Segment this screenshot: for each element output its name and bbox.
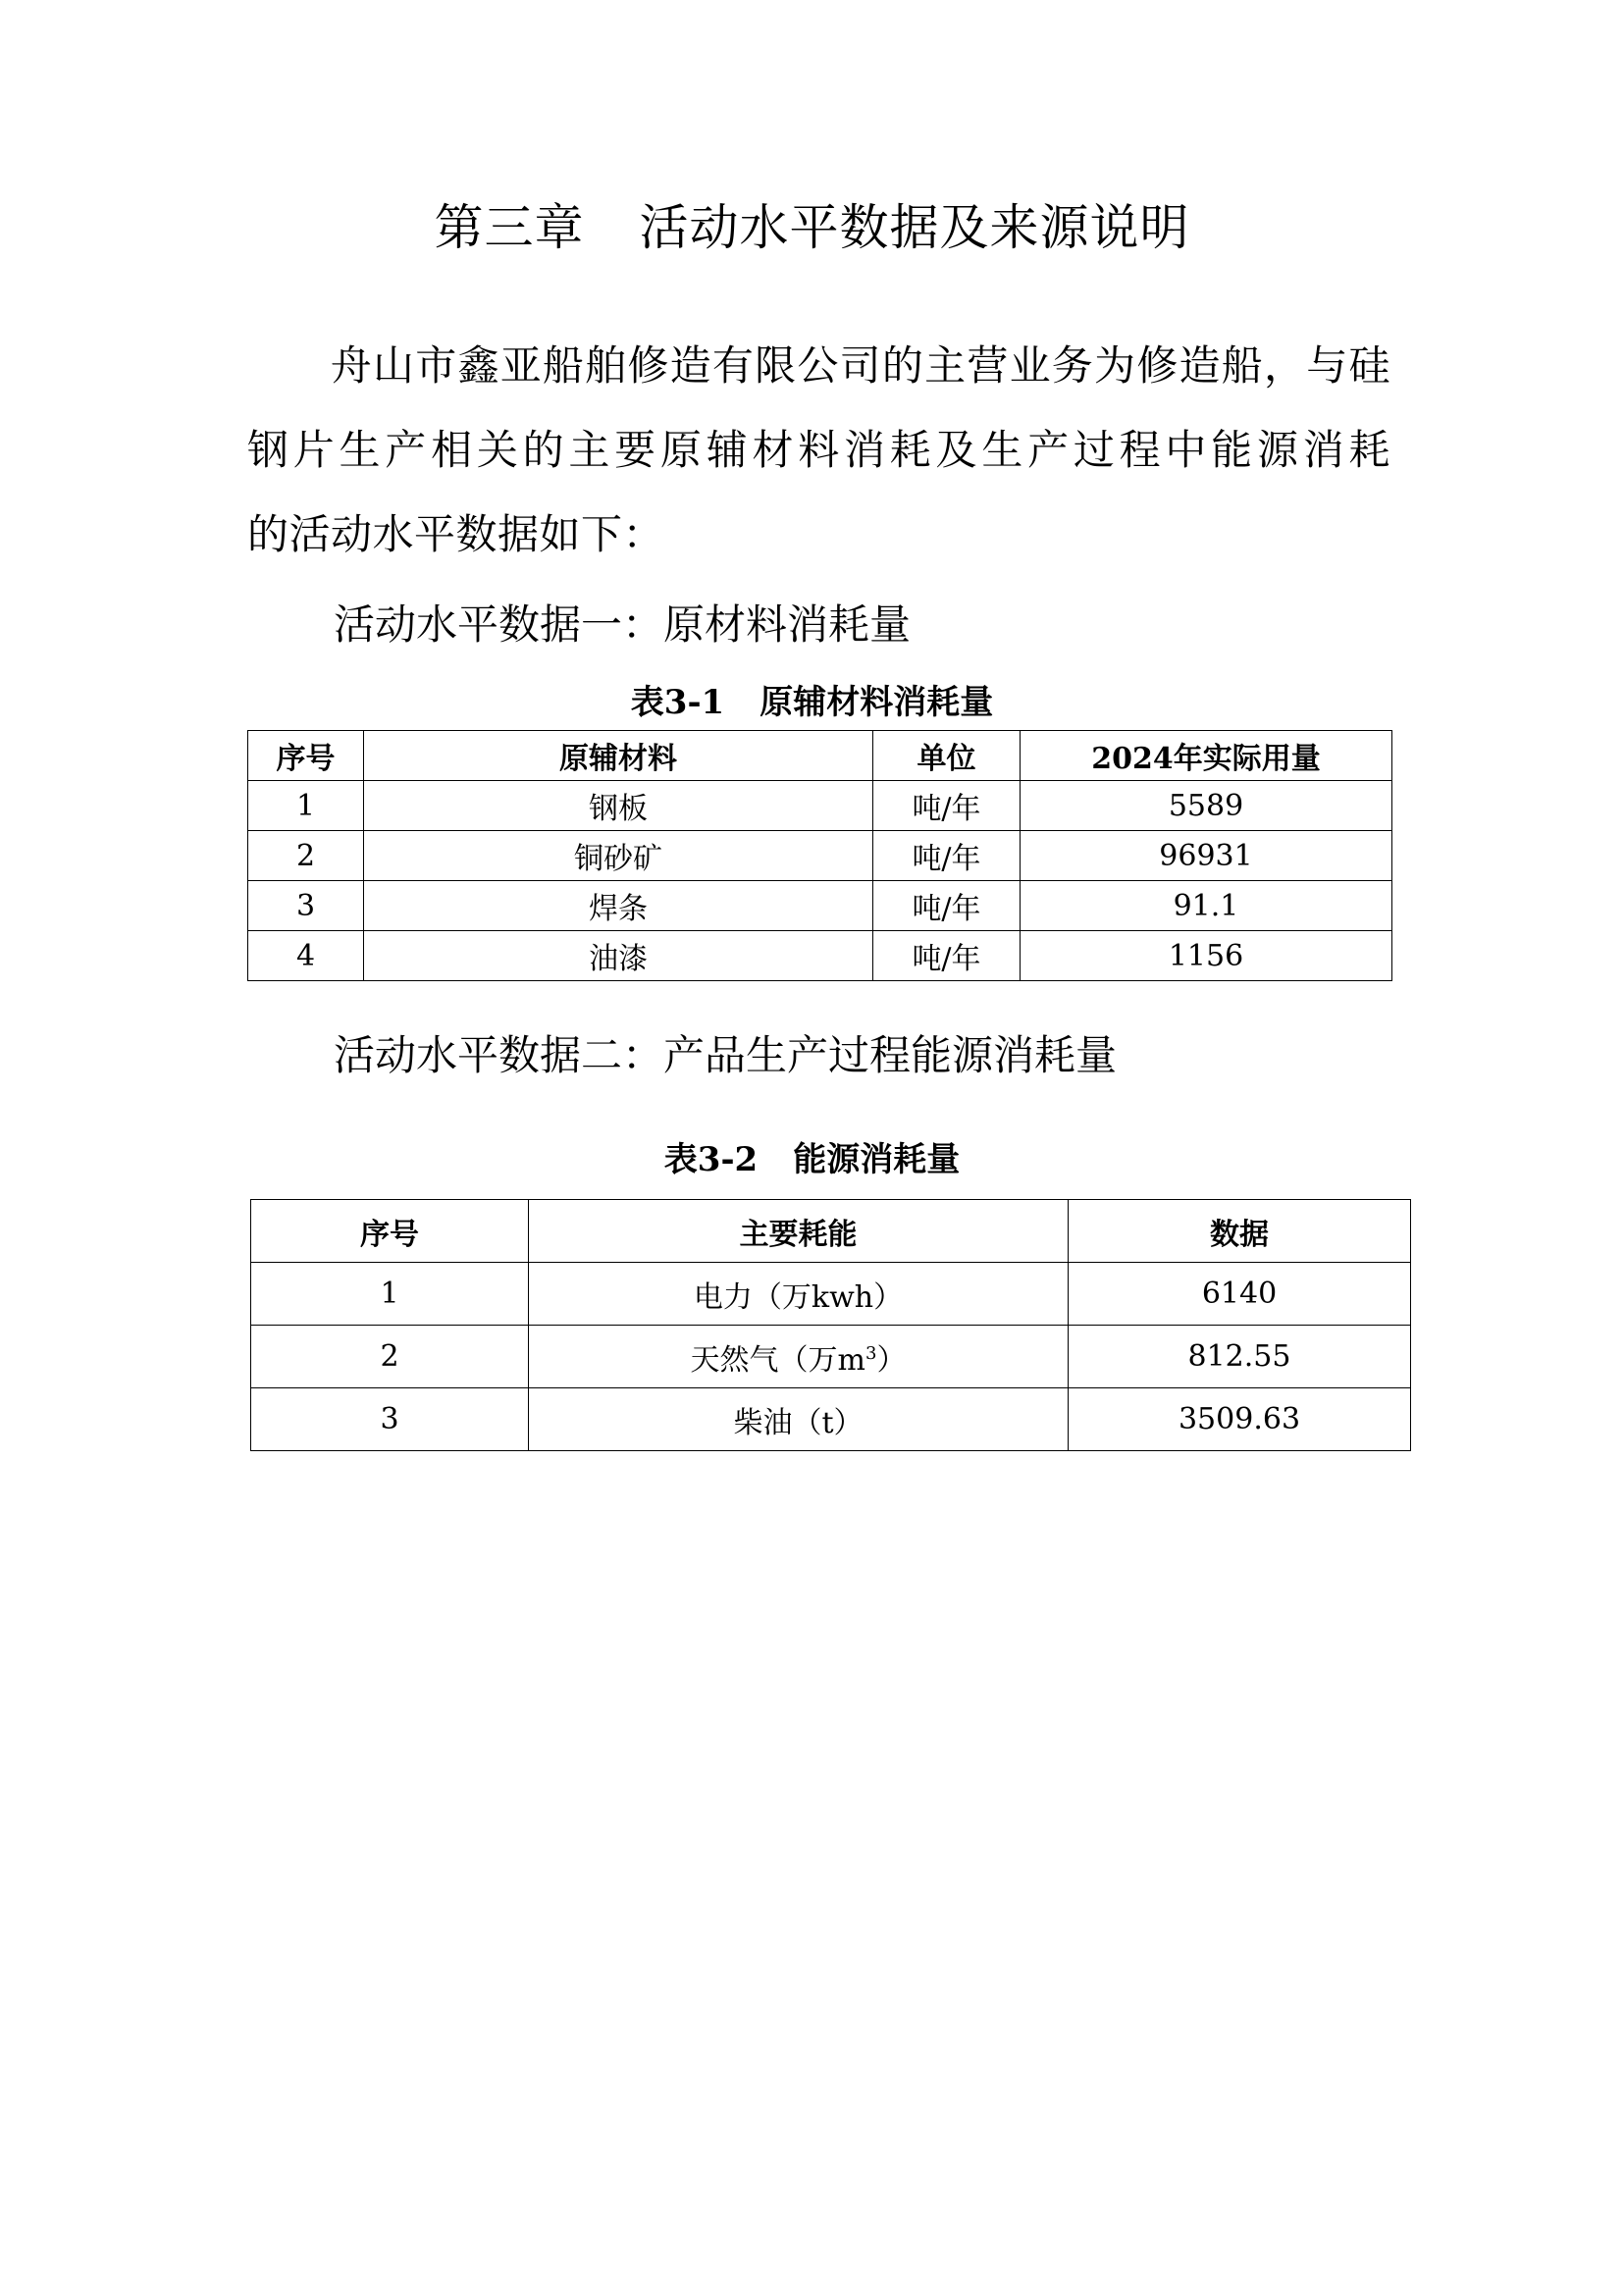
table-cell: 柴油（t） bbox=[529, 1388, 1069, 1451]
chapter-name: 活动水平数据及来源说明 bbox=[639, 199, 1190, 256]
section2-heading: 活动水平数据二：产品生产过程能源消耗量 bbox=[334, 1031, 1118, 1079]
table-cell: 4 bbox=[248, 931, 364, 981]
table-cell: 2 bbox=[251, 1326, 529, 1388]
table-row bbox=[251, 1326, 1411, 1388]
intro-line-1: 舟山市鑫亚船舶修造有限公司的主营业务为修造船，与硅 bbox=[330, 341, 1390, 390]
table-cell: 1156 bbox=[1021, 931, 1392, 981]
section1-heading: 活动水平数据一：原材料消耗量 bbox=[334, 600, 912, 649]
table-cell: 吨/年 bbox=[873, 931, 1021, 981]
table-row bbox=[248, 781, 1392, 831]
table-row bbox=[248, 831, 1392, 881]
table-cell: 3 bbox=[251, 1388, 529, 1451]
table-row bbox=[251, 1388, 1411, 1451]
table-cell: 91.1 bbox=[1021, 881, 1392, 931]
table1-header-row bbox=[248, 731, 1392, 781]
table-cell: 1 bbox=[248, 781, 364, 831]
table1-caption bbox=[0, 681, 1624, 724]
table-cell: 3 bbox=[248, 881, 364, 931]
table2-header-cell: 序号 bbox=[251, 1200, 529, 1263]
table2-caption-title: 能源消耗量 bbox=[793, 1140, 961, 1179]
raw-materials-table bbox=[247, 730, 1392, 981]
table1-header-cell: 序号 bbox=[248, 731, 364, 781]
table-row bbox=[248, 881, 1392, 931]
table-cell: 吨/年 bbox=[873, 881, 1021, 931]
table1-header-cell: 2024年实际用量 bbox=[1021, 731, 1392, 781]
table-cell: 吨/年 bbox=[873, 831, 1021, 881]
table-cell: 96931 bbox=[1021, 831, 1392, 881]
table-row bbox=[251, 1263, 1411, 1326]
table-cell: 6140 bbox=[1069, 1263, 1411, 1326]
table-cell: 天然气（万$m^3$） bbox=[529, 1326, 1069, 1388]
table2-header-cell: 主要耗能 bbox=[529, 1200, 1069, 1263]
table1-caption-title: 原辅材料消耗量 bbox=[760, 683, 994, 722]
chapter-number: 第三章 bbox=[434, 199, 585, 256]
table-cell: 油漆 bbox=[364, 931, 873, 981]
table-cell: 吨/年 bbox=[873, 781, 1021, 831]
table-cell: 电力（万kwh） bbox=[529, 1263, 1069, 1326]
table1-header-cell: 单位 bbox=[873, 731, 1021, 781]
table-cell: 钢板 bbox=[364, 781, 873, 831]
intro-line-2: 钢片生产相关的主要原辅材料消耗及生产过程中能源消耗 bbox=[247, 426, 1390, 474]
chapter-title bbox=[0, 196, 1624, 259]
table2-header-row bbox=[251, 1200, 1411, 1263]
table-cell: 铜砂矿 bbox=[364, 831, 873, 881]
energy-consumption-table bbox=[250, 1199, 1411, 1451]
table2-caption bbox=[0, 1138, 1624, 1181]
table-cell: 焊条 bbox=[364, 881, 873, 931]
table-row bbox=[248, 931, 1392, 981]
table-cell: 812.55 bbox=[1069, 1326, 1411, 1388]
intro-paragraph bbox=[247, 324, 1390, 577]
table1-caption-number: 表3-1 bbox=[630, 683, 725, 722]
table-cell: 1 bbox=[251, 1263, 529, 1326]
table-cell: 5589 bbox=[1021, 781, 1392, 831]
table2-header-cell: 数据 bbox=[1069, 1200, 1411, 1263]
table-cell: 2 bbox=[248, 831, 364, 881]
table1-header-cell: 原辅材料 bbox=[364, 731, 873, 781]
table-cell: 3509.63 bbox=[1069, 1388, 1411, 1451]
table2-caption-number: 表3-2 bbox=[663, 1140, 759, 1179]
intro-line-3: 的活动水平数据如下： bbox=[247, 510, 665, 558]
